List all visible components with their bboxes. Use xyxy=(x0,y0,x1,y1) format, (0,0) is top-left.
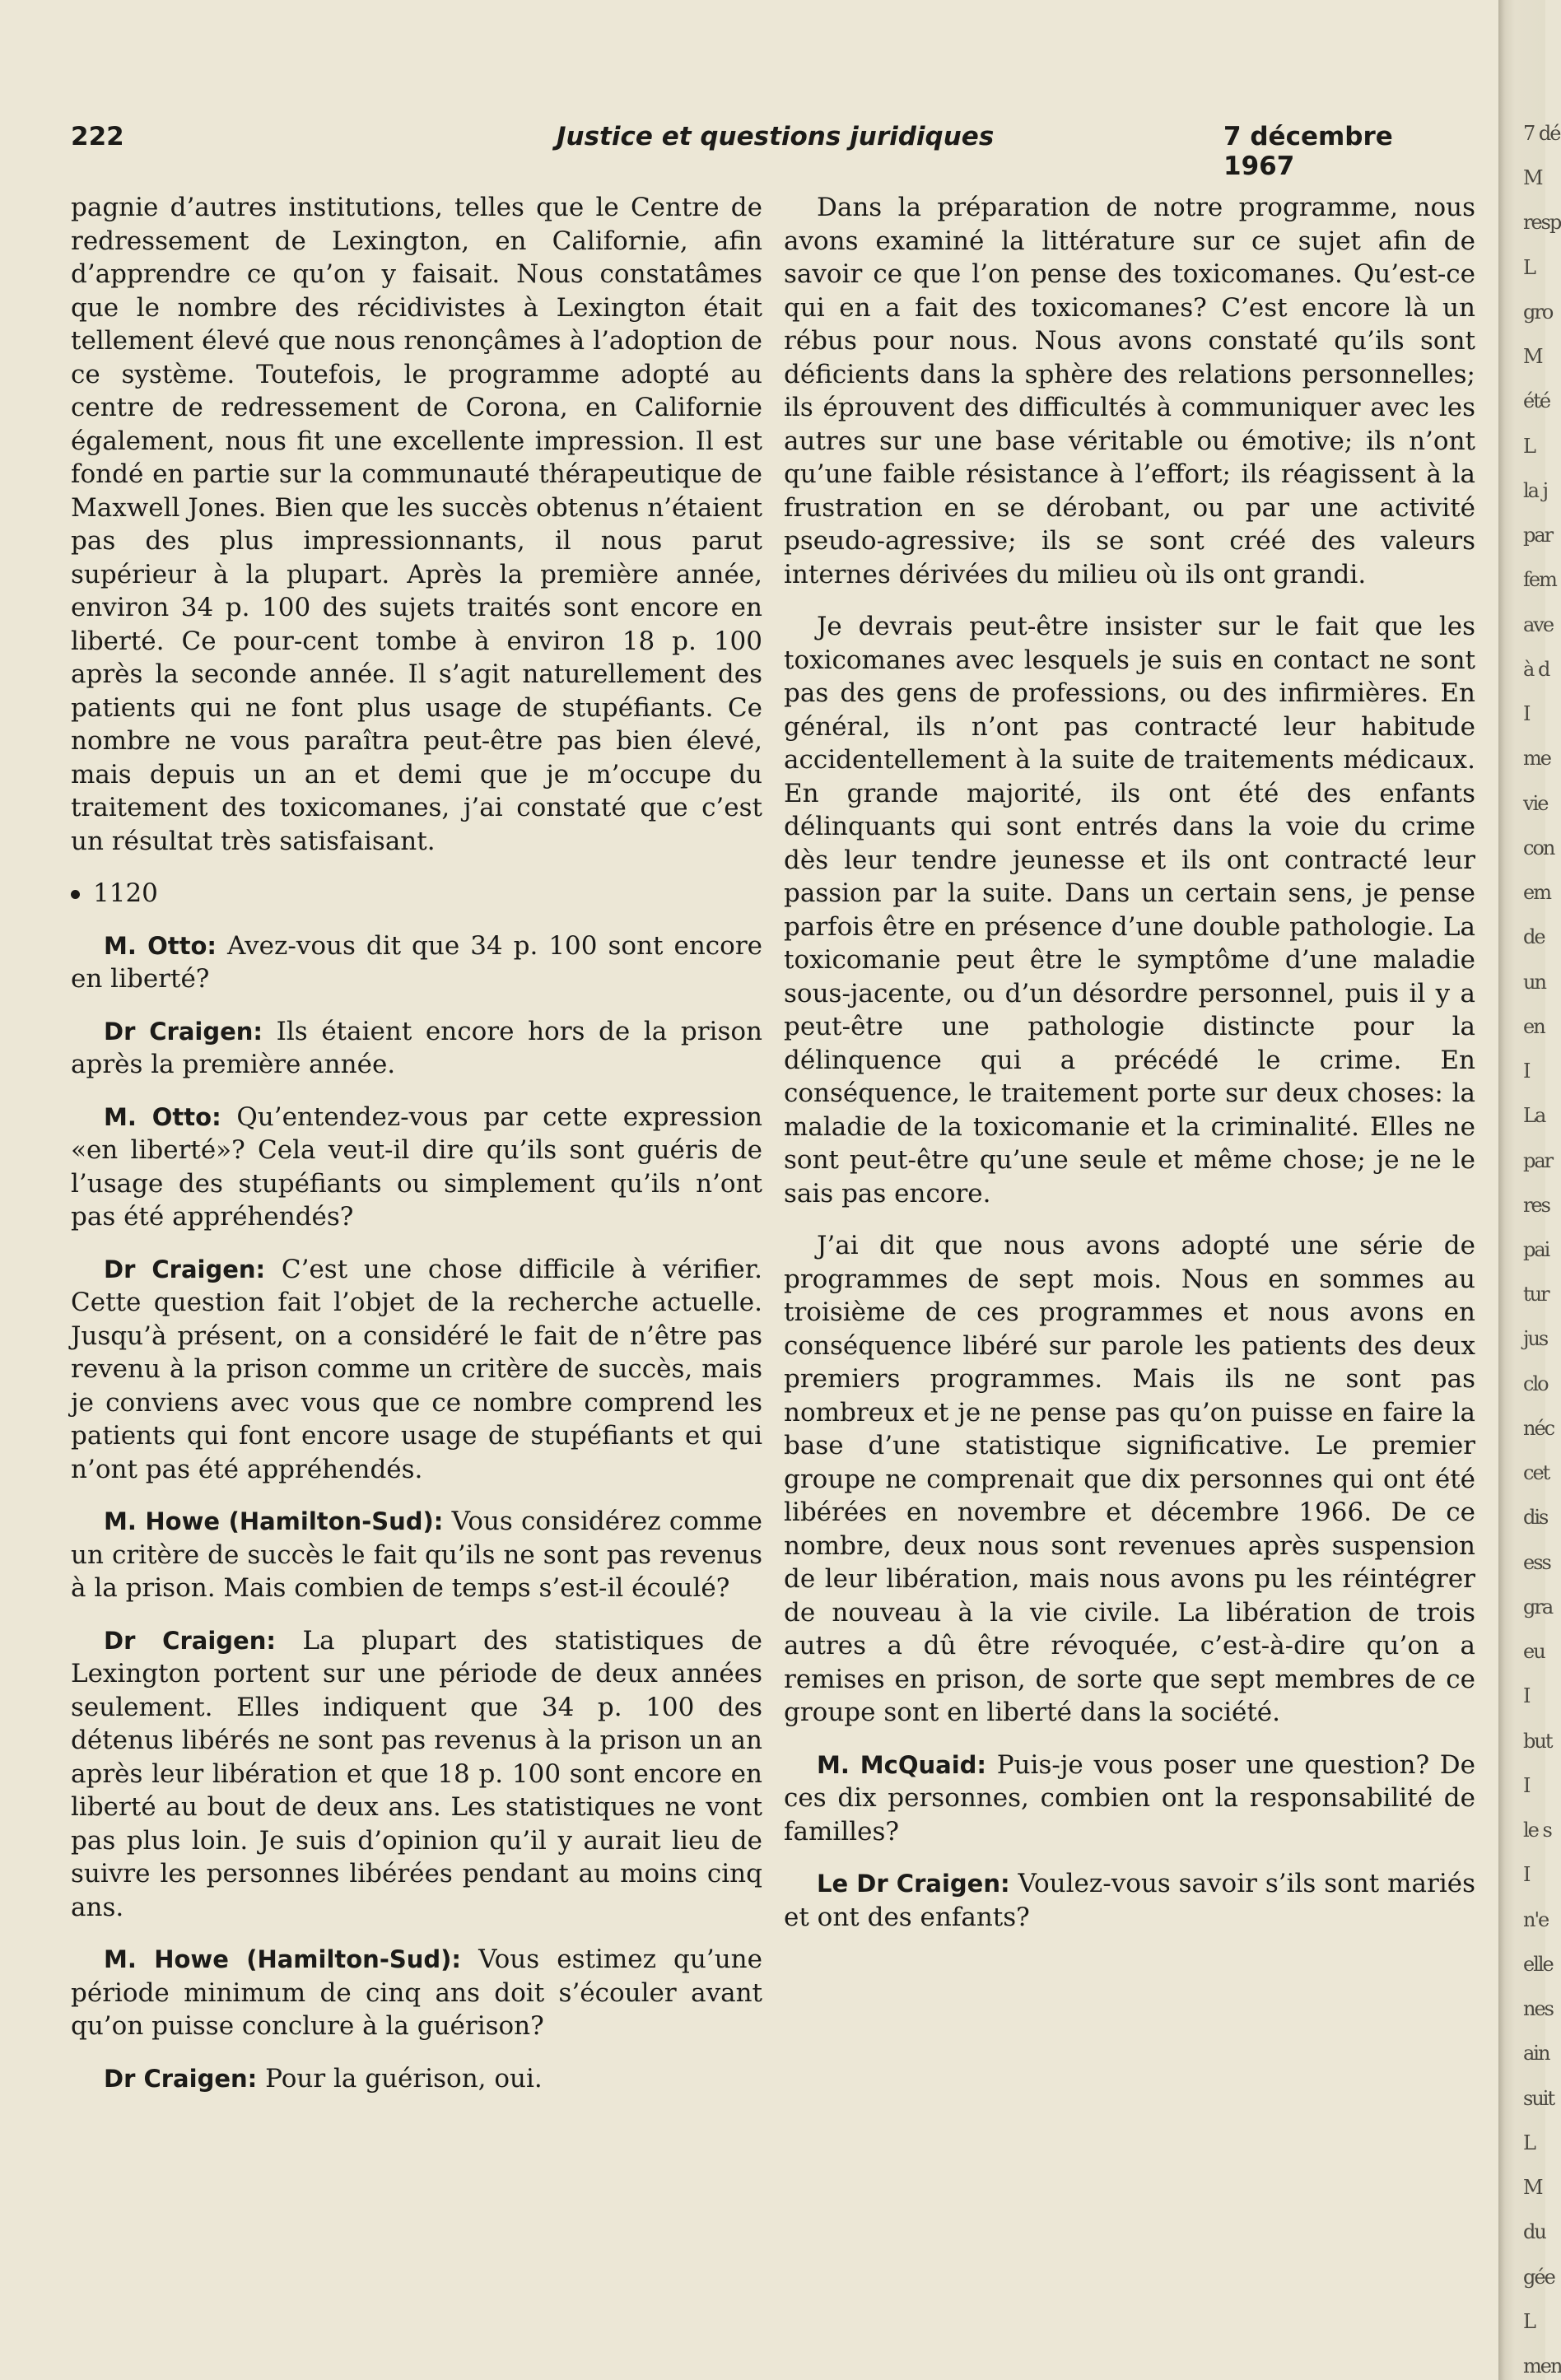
time-marker xyxy=(71,877,762,911)
edge-fragment: M xyxy=(1523,166,1542,189)
edge-fragment: en xyxy=(1523,1015,1545,1038)
edge-fragment: le s xyxy=(1523,1819,1551,1842)
speaker-name: Dr Craigen: xyxy=(104,1017,263,1046)
edge-fragment: nes xyxy=(1523,1997,1553,2020)
edge-fragment: I xyxy=(1523,1060,1530,1083)
speech xyxy=(71,1101,762,1234)
edge-fragment: L xyxy=(1523,2131,1535,2154)
edge-fragment: L xyxy=(1523,2310,1535,2333)
edge-fragment: res xyxy=(1523,1194,1549,1217)
speaker-name: M. Otto: xyxy=(104,1102,221,1131)
edge-fragment: par xyxy=(1523,524,1553,547)
speech xyxy=(71,929,762,996)
edge-fragment: men xyxy=(1523,2354,1561,2378)
paragraph: Dans la préparation de notre programme, nous avons examiné la littérature sur ce sujet afin de savoir ce que l’on pense des toxicomanes. Qu’est-ce qui en a fait des toxicomanes? C’est encore là un rébus pour nous. Nous avons constaté qu’ils sont déficients dans la sphère des relations personnelles; ils éprouvent des difficultés à communiquer avec les autres sur une base véritable ou émotive; ils n’ont qu’une faible résistance à l’effort; ils réagissent à la frustration en se dérobant, ou par une activité pseudo-agressive; ils se sont créé des valeurs internes dérivées du milieu où ils ont grandi. xyxy=(784,193,1475,589)
paragraph: Je devrais peut-être insister sur le fait que les toxicomanes avec lesquels je suis en contact ne sont pas des gens de professions, ou des infirmières. En général, ils n’ont pas contracté leur habitude accidentellement à la suite de traitements médicaux. En grande majorité, ils ont été des enfants délinquants qui sont entrés dans la voie du crime dès leur tendre jeunesse et ils ont contracté leur passion par la suite. Dans un certain sens, je pense parfois être en présence d’une double pathologie. La toxicomanie peut être le symptôme d’une maladie sous-jacente, ou d’un désordre personnel, puis il y a peut-être une pathologie distincte pour la délinquence qui a précédé le crime. En conséquence, le traitement porte sur deux choses: la maladie de la toxicomanie et la criminalité. Elles ne sont peut-être qu’une seule et même chose; je ne le sais pas encore. xyxy=(784,612,1475,1209)
edge-fragment: n'e xyxy=(1523,1908,1549,1931)
edge-fragment: la j xyxy=(1523,479,1548,502)
edge-fragment: em xyxy=(1523,881,1550,904)
edge-fragment: I xyxy=(1523,1684,1530,1707)
speech xyxy=(71,1624,762,1925)
speech-text: Puis-je vous poser une question? De ces dix personnes, combien ont la responsabilité de familles? xyxy=(784,1749,1475,1847)
paragraph: J’ai dit que nous avons adopté une série de programmes de sept mois. Nous en sommes au troisième de ces programmes et nous avons en conséquence libéré sur parole les patients des deux premiers programmes. Mais ils ne sont pas nombreux et je ne pense pas qu’on puisse en faire la base d’une statistique significative. Le premier groupe ne comprenait que dix personnes qui ont été libérées en novembre et décembre 1966. De ce nombre, deux nous sont revenues après suspension de leur libération, mais nous avons pu les réintégrer de nouveau à la vie civile. La libération de trois autres a dû être révoquée, c’est-à-dire qu’on a remises en prison, de sorte que sept membres de ce groupe sont en liberté dans la société. xyxy=(784,1231,1475,1727)
speaker-name: M. Howe (Hamilton-Sud): xyxy=(104,1945,461,1973)
speech xyxy=(784,1867,1475,1934)
speech xyxy=(71,1943,762,2043)
right-column xyxy=(784,191,1475,1953)
edge-fragment: cet xyxy=(1523,1461,1549,1484)
edge-fragment: M xyxy=(1523,2176,1542,2199)
edge-fragment: du xyxy=(1523,2220,1545,2243)
edge-fragment: I xyxy=(1523,1774,1530,1797)
edge-fragment: ave xyxy=(1523,613,1554,636)
edge-fragment: clo xyxy=(1523,1372,1548,1395)
speech xyxy=(71,1505,762,1605)
speaker-name: Dr Craigen: xyxy=(104,1626,276,1655)
edge-fragment: L xyxy=(1523,256,1535,279)
speech-text: Pour la guérison, oui. xyxy=(257,2063,543,2094)
left-column xyxy=(71,191,762,2114)
speaker-name: M. McQuaid: xyxy=(817,1750,987,1779)
edge-fragment: me xyxy=(1523,747,1550,770)
page-header xyxy=(71,122,1470,181)
page-number: 222 xyxy=(71,122,124,151)
edge-fragment: resp xyxy=(1523,211,1561,234)
speech-text: Voulez-vous savoir s’ils sont mariés et ont des enfants? xyxy=(784,1869,1475,1932)
edge-fragment: gra xyxy=(1523,1595,1553,1618)
edge-fragment: eu xyxy=(1523,1640,1545,1663)
speaker-name: Le Dr Craigen: xyxy=(817,1870,1010,1898)
edge-fragment: 7 dé xyxy=(1523,122,1560,145)
speech-text: La plupart des statistiques de Lexington portent sur une période de deux années seulement. Elles indiquent que 34 p. 100 des détenus libérés ne sont pas revenus à la prison un an après leur libération et que 18 p. 100 sont encore en liberté au bout de deux ans. Les statistiques ne vont pas plus loin. Je suis d’opinion qu’il y aurait lieu de suivre les personnes libérées pendant au moins cinq ans. xyxy=(71,1625,762,1922)
edge-fragment: con xyxy=(1523,836,1554,859)
speaker-name: M. Otto: xyxy=(104,931,217,960)
edge-fragment: pai xyxy=(1523,1238,1549,1261)
edge-fragment: I xyxy=(1523,1863,1530,1886)
edge-fragment: I xyxy=(1523,702,1530,725)
paragraph: pagnie d’autres institutions, telles que le Centre de redressement de Lexington, en Californie, afin d’apprendre ce qu’on y faisait. Nous constatâmes que le nombre des récidivistes à Lexington était tellement élevé que nous renonçâmes à l’adoption de ce système. Toutefois, le programme adopté au centre de redressement de Corona, en Californie également, nous fit une excellente impression. Il est fondé en partie sur la communauté thérapeutique de Maxwell Jones. Bien que les succès obtenus n’étaient pas des plus impressionnants, il nous parut supérieur à la plupart. Après la première année, environ 34 p. 100 des sujets traités sont encore en liberté. Ce pour-cent tombe à environ 18 p. 100 après la seconde année. Il s’agit naturellement des patients qui ne font plus usage de stupéfiants. Ce nombre ne vous paraîtra peut-être pas bien élevé, mais depuis un an et demi que je m’occupe du traitement des toxicomanes, j’ai constaté que c’est un résultat très satisfaisant. xyxy=(71,193,762,856)
edge-fragment: vie xyxy=(1523,792,1548,815)
edge-fragment: par xyxy=(1523,1149,1553,1172)
edge-fragment: gée xyxy=(1523,2266,1554,2289)
edge-fragment: de xyxy=(1523,925,1545,948)
edge-fragment: dis xyxy=(1523,1506,1548,1529)
edge-fragment: M xyxy=(1523,345,1542,368)
speech xyxy=(71,2062,762,2096)
speech-text: Qu’entendez-vous par cette expression «en liberté»? Cela veut-il dire qu’ils sont guéris de l’usage des stupéfiants ou simplement qu’ils n’ont pas été appréhendés? xyxy=(71,1102,763,1232)
time-marker-text: 1120 xyxy=(93,878,158,908)
edge-fragment: L xyxy=(1523,435,1535,458)
speech-text: Avez-vous dit que 34 p. 100 sont encore en liberté? xyxy=(71,930,762,994)
running-title: Justice et questions juridiques xyxy=(557,122,995,151)
edge-fragment: La xyxy=(1523,1104,1545,1127)
speech xyxy=(784,1749,1475,1849)
speech xyxy=(71,1015,762,1082)
edge-fragment: but xyxy=(1523,1730,1552,1753)
speaker-name: M. Howe (Hamilton-Sud): xyxy=(104,1507,444,1535)
speaker-name: Dr Craigen: xyxy=(104,1255,266,1283)
speech-text: Ils étaient encore hors de la prison après la première année. xyxy=(71,1016,763,1079)
speech xyxy=(71,1253,762,1487)
edge-fragment: ain xyxy=(1523,2042,1549,2065)
speaker-name: Dr Craigen: xyxy=(104,2064,258,2093)
next-page-edge xyxy=(1498,0,1561,2380)
speech-text: Vous estimez qu’une période minimum de cinq ans doit s’écouler avant qu’on puisse conclure à la guérison? xyxy=(71,1945,762,2041)
edge-fragment: elle xyxy=(1523,1953,1553,1976)
speech-text: Vous considérez comme un critère de succès le fait qu’ils ne sont pas revenus à la prison. Mais combien de temps s’est-il écoulé? xyxy=(71,1507,762,1603)
edge-fragment: un xyxy=(1523,971,1545,994)
edge-fragment: ess xyxy=(1523,1551,1550,1574)
edge-fragment: été xyxy=(1523,389,1550,412)
edge-fragment: gro xyxy=(1523,300,1553,324)
bullet-icon xyxy=(71,890,80,899)
edge-fragment: fem xyxy=(1523,568,1556,591)
edge-fragment: suit xyxy=(1523,2087,1554,2110)
page-date: 7 décembre 1967 xyxy=(1223,122,1393,181)
speech-text: C’est une chose difficile à vérifier. Cette question fait l’objet de la recherche actuelle. Jusqu’à présent, on a considéré le fait de n’être pas revenu à la prison comme un critère de succès, mais je conviens avec vous que ce nombre comprend les patients qui font encore usage de stupéfiants et qui n’ont pas été appréhendés. xyxy=(71,1254,762,1484)
edge-fragment: néc xyxy=(1523,1417,1554,1440)
edge-fragment: jus xyxy=(1523,1327,1548,1350)
edge-fragment: à d xyxy=(1523,658,1549,681)
edge-fragment: tur xyxy=(1523,1283,1549,1306)
